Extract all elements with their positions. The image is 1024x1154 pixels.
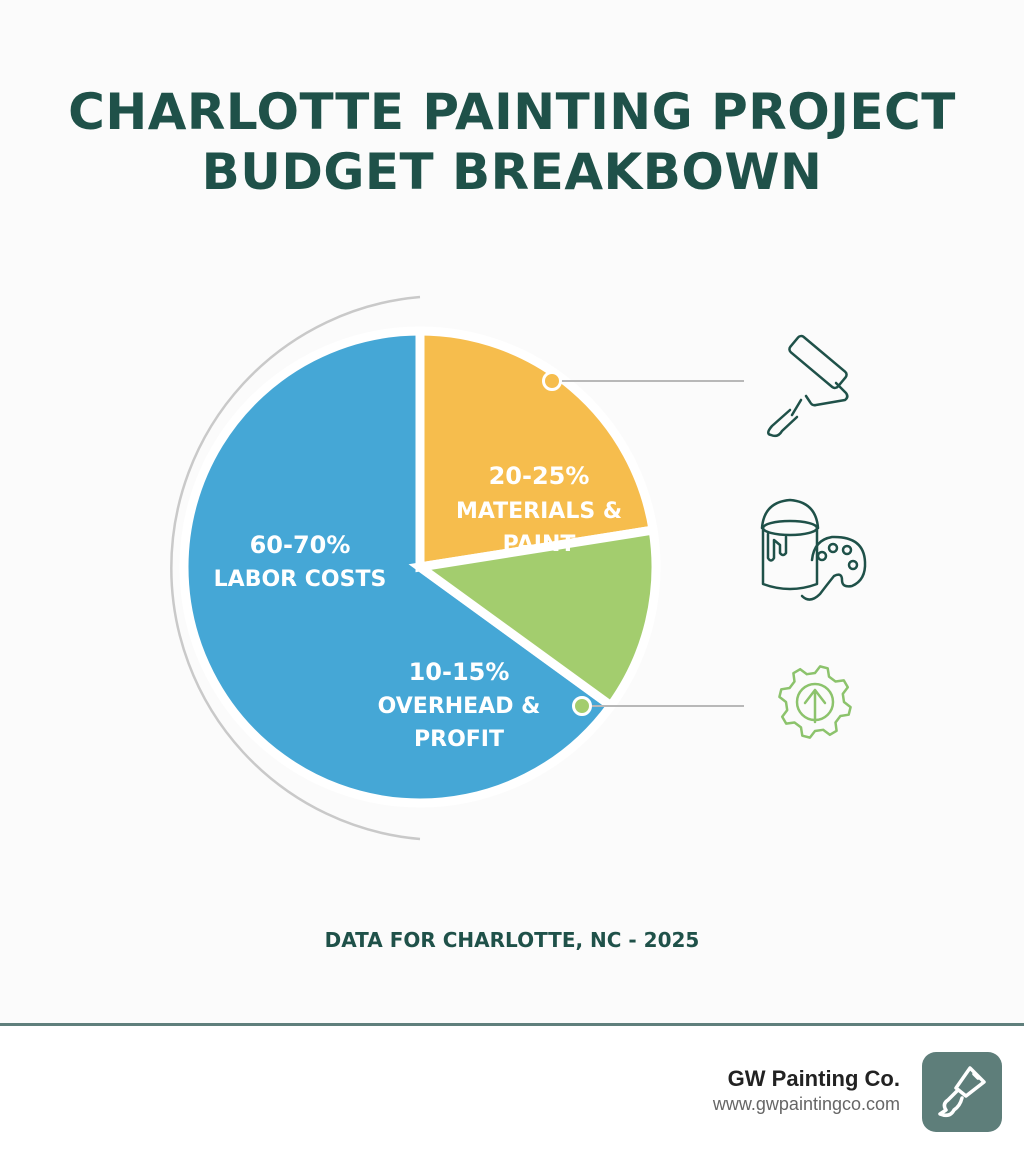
paint-roller-icon xyxy=(768,334,848,435)
paintbrush-icon xyxy=(922,1052,1002,1132)
overhead-name-line-1: OVERHEAD & xyxy=(377,694,541,719)
materials-name-line-1: MATERIALS & xyxy=(455,499,623,524)
data-source-note: DATA FOR CHARLOTTE, NC - 2025 xyxy=(324,928,700,952)
brand-logo xyxy=(922,1052,1002,1132)
materials-leader-dot xyxy=(544,373,561,390)
labor-range-label: 60-70% xyxy=(249,531,351,559)
paint-can-palette-icon xyxy=(762,500,865,600)
title-line-1: CHARLOTTE PAINTING PROJECT xyxy=(68,83,956,141)
brand-name: GW Painting Co. xyxy=(727,1066,900,1091)
gear-upload-icon xyxy=(779,666,850,737)
labor-name-label: LABOR COSTS xyxy=(213,567,387,592)
overhead-range-label: 10-15% xyxy=(408,658,510,686)
brand-block xyxy=(713,1066,900,1116)
overhead-name-line-2: PROFIT xyxy=(414,727,504,752)
brand-url[interactable]: www.gwpaintingco.com xyxy=(712,1094,900,1114)
title-line-2: BUDGET BREAKBOWN xyxy=(201,143,823,201)
materials-name-line-2: PAINT xyxy=(502,532,576,557)
materials-range-label: 20-25% xyxy=(488,462,590,490)
overhead-leader-dot xyxy=(574,698,591,715)
